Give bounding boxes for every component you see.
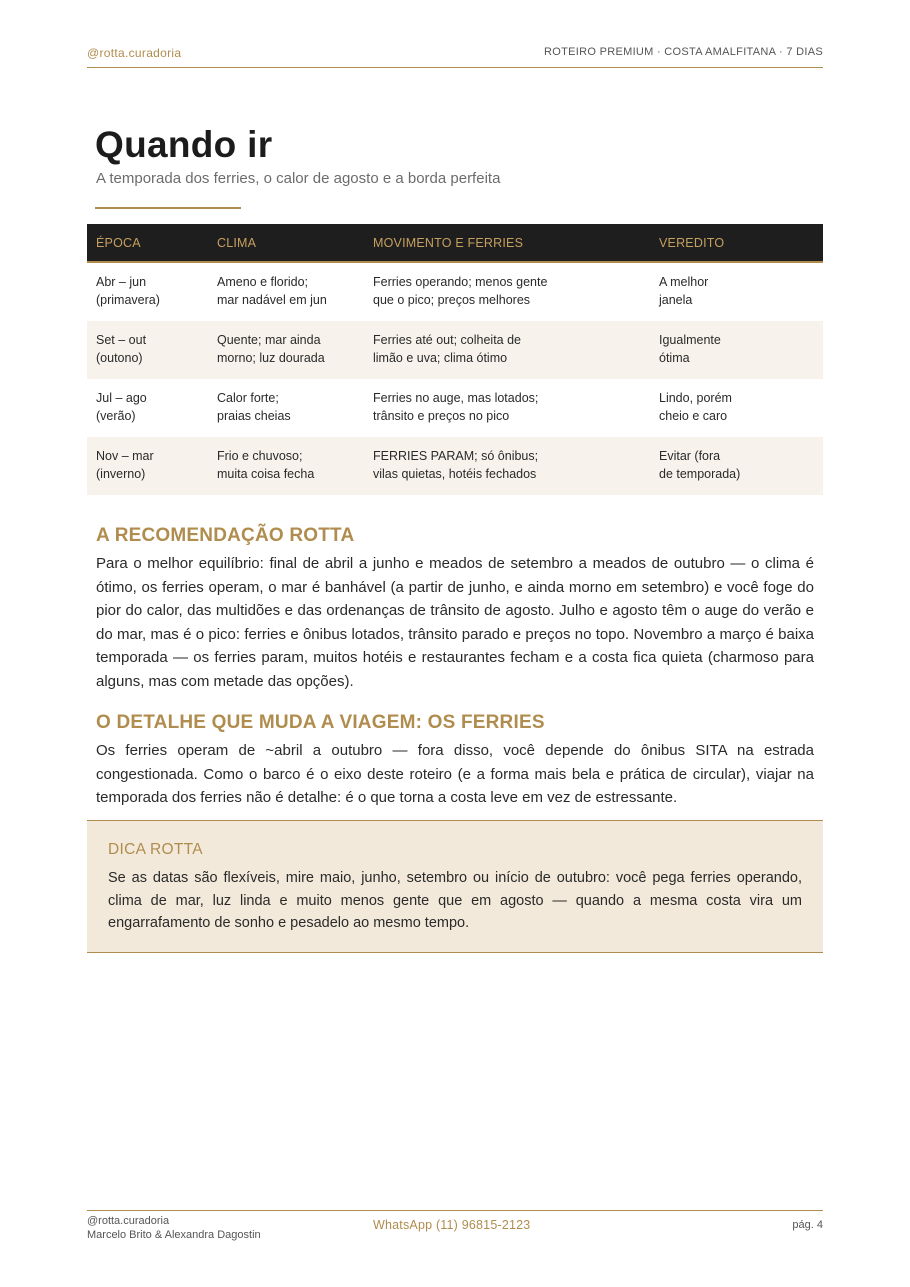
season-table (87, 224, 823, 495)
column-header-epoca: ÉPOCA (87, 224, 208, 262)
cell-veredito: A melhor janela (659, 275, 709, 307)
header-brand: @rotta.curadoria (87, 46, 182, 60)
cell-movimento: Ferries até out; colheita de limão e uva; clima ótimo (364, 321, 650, 379)
header-doc-label: ROTEIRO PREMIUM · COSTA AMALFITANA · 7 DIAS (544, 46, 823, 58)
cell-movimento: FERRIES PARAM; só ônibus; vilas quietas, hotéis fechados (364, 437, 650, 495)
cell-veredito: Igualmente ótima (650, 321, 823, 379)
ferries-text: Os ferries operam de ~abril a outubro — fora disso, você depende do ônibus SITA na estrada congestionada. Como o barco é o eixo deste roteiro (e a forma mais bela e prática de circular), viajar na temporada dos ferries não é detalhe: é o que torna a costa leve em vez de estressante. (96, 742, 814, 806)
tip-box (87, 820, 823, 953)
cell-veredito: Evitar (fora de temporada) (650, 437, 823, 495)
footer-authors: Marcelo Brito & Alexandra Dagostin (87, 1229, 261, 1241)
recommendation-text: Para o melhor equilíbrio: final de abril a junho e meados de setembro a meados de outubro — o clima é ótimo, os ferries operam, o mar é banhável (a partir de junho, e ainda morno em setembro) e você foge do pior do calor, das multidões e das ordenanças de trânsito de agosto. Julho e agosto têm o auge do verão e do mar, mas é o pico: ferries e ônibus lotados, trânsito parado e preços no topo. Novembro a março é baixa temporada — os ferries param, muitos hotéis e restaurantes fecham e a costa fica quieta (charmoso para alguns, mas com metade das opções). (96, 555, 814, 690)
cell-movimento: Ferries operando; menos gente que o pico; preços melhores (373, 275, 548, 307)
cell-epoca: Abr – jun (primavera) (96, 275, 160, 307)
cell-epoca: Jul – ago (verão) (96, 391, 147, 423)
page-header (87, 46, 823, 68)
cell-epoca: Nov – mar (inverno) (87, 437, 208, 495)
table-row (87, 379, 823, 437)
cell-clima: Calor forte; praias cheias (217, 391, 291, 423)
cell-clima: Quente; mar ainda morno; luz dourada (208, 321, 364, 379)
footer-brand: @rotta.curadoria (87, 1215, 170, 1227)
page-subtitle: A temporada dos ferries, o calor de agosto e a borda perfeita (96, 170, 501, 187)
ferries-title: O DETALHE QUE MUDA A VIAGEM: OS FERRIES (96, 712, 545, 733)
column-header-movimento: MOVIMENTO E FERRIES (364, 224, 650, 262)
title-divider (95, 207, 241, 209)
table-row (87, 437, 823, 495)
table-row (87, 262, 823, 321)
cell-clima: Ameno e florido; mar nadável em jun (217, 275, 327, 307)
page-title: Quando ir (95, 124, 273, 165)
column-header-clima: CLIMA (208, 224, 364, 262)
page-footer (87, 1210, 823, 1242)
cell-veredito: Lindo, porém cheio e caro (659, 391, 732, 423)
tip-title: DICA ROTTA (108, 841, 203, 858)
cell-epoca: Set – out (outono) (87, 321, 208, 379)
table-header-row (87, 224, 823, 262)
table-row (87, 321, 823, 379)
footer-whatsapp-contact: WhatsApp (11) 96815-2123 (373, 1218, 531, 1232)
tip-text: Se as datas são flexíveis, mire maio, junho, setembro ou início de outubro: você pega ferries operando, clima de mar, luz linda e muito menos gente que em agosto — quando a mesma costa vira um engarrafamento de sonho e pesadelo ao mesmo tempo. (108, 870, 802, 931)
recommendation-title: A RECOMENDAÇÃO ROTTA (96, 525, 355, 546)
page-number: pág. 4 (792, 1219, 823, 1231)
cell-movimento: Ferries no auge, mas lotados; trânsito e preços no pico (373, 391, 539, 423)
cell-clima: Frio e chuvoso; muita coisa fecha (208, 437, 364, 495)
column-header-veredito: VEREDITO (650, 224, 823, 262)
